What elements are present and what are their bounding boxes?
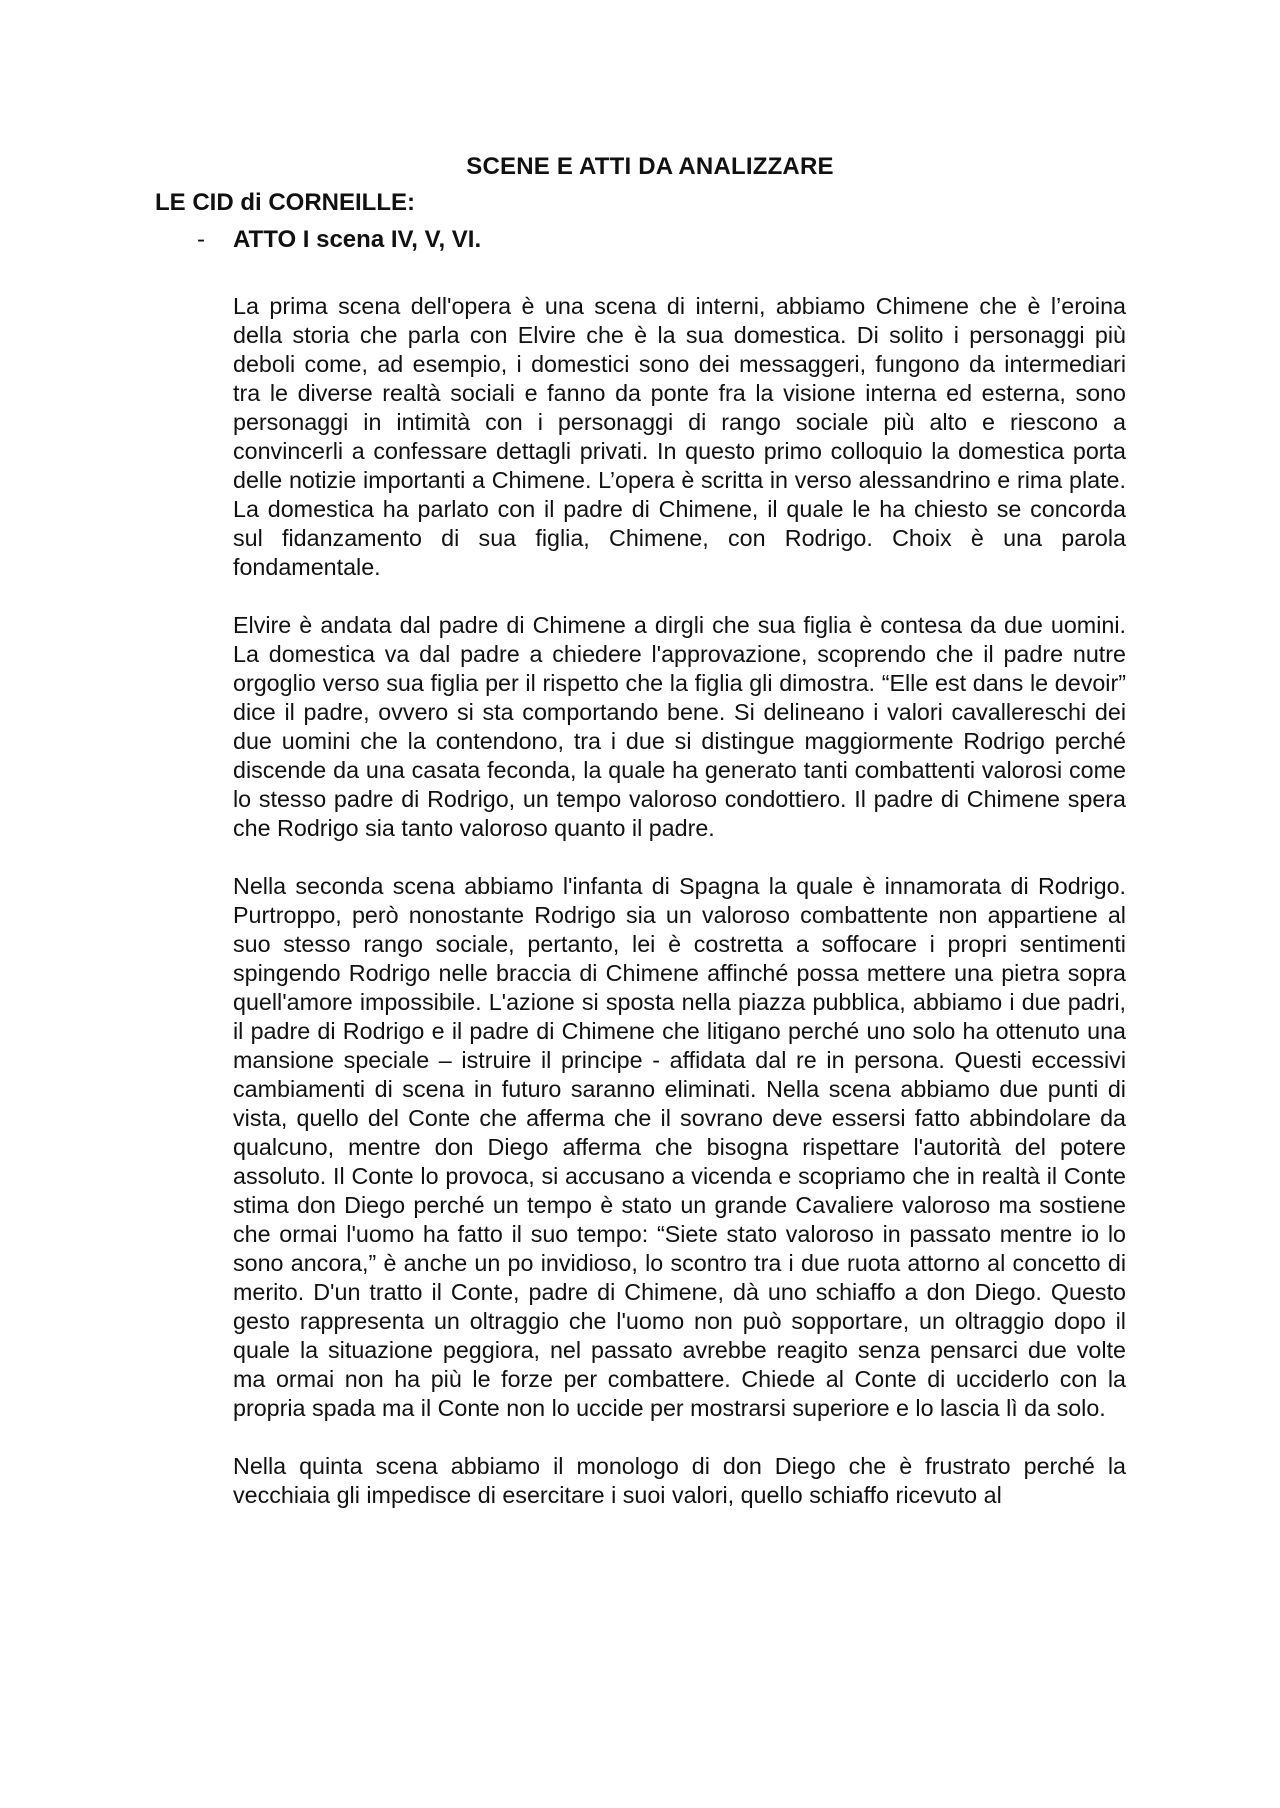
body-text [233, 292, 1126, 1539]
paragraph-3: Nella seconda scena abbiamo l'infanta di Spagna la quale è innamorata di Rodrigo. Purtroppo, però nonostante Rodrigo sia un valoroso combattente non appartiene al suo stesso rango sociale, pertanto, lei è costretta a soffocare i propri sentimenti spingendo Rodrigo nelle braccia di Chimene affinché possa mettere una pietra sopra quell'amore impossibile. L'azione si sposta nella piazza pubblica, abbiamo i due padri, il padre di Rodrigo e il padre di Chimene che litigano perché uno solo ha ottenuto una mansione speciale – istruire il principe - affidata dal re in persona. Questi eccessivi cambiamenti di scena in futuro saranno eliminati. Nella scena abbiamo due punti di vista, quello del Conte che afferma che il sovrano deve essersi fatto abbindolare da qualcuno, mentre don Diego afferma che bisogna rispettare l'autorità del potere assoluto. Il Conte lo provoca, si accusano a vicenda e scopriamo che in realtà il Conte stima don Diego perché un tempo è stato un grande Cavaliere valoroso ma sostiene che ormai l'uomo ha fatto il suo tempo: “Siete stato valoroso in passato mentre io lo sono ancora,” è anche un po invidioso, lo scontro tra i due ruota attorno al concetto di merito. D'un tratto il Conte, padre di Chimene, dà uno schiaffo a don Diego. Questo gesto rappresenta un oltraggio che l'uomo non può sopportare, un oltraggio dopo il quale la situazione peggiora, nel passato avrebbe reagito senza pensarci due volte ma ormai non ha più le forze per combattere. Chiede al Conte di ucciderlo con la propria spada ma il Conte non lo uccide per mostrarsi superiore e lo lascia lì da solo. [233, 873, 1126, 1421]
list-bullet: - [197, 226, 205, 253]
document-subtitle: LE CID di CORNEILLE: [155, 189, 415, 216]
paragraph-2: Elvire è andata dal padre di Chimene a dirgli che sua figlia è contesa da due uomini. La domestica va dal padre a chiedere l'approvazione, scoprendo che il padre nutre orgoglio verso sua figlia per il rispetto che la figlia gli dimostra. “Elle est dans le devoir” dice il padre, ovvero si sta comportando bene. Si delineano i valori cavallereschi dei due uomini che la contendono, tra i due si distingue maggiormente Rodrigo perché discende da una casata feconda, la quale ha generato tanti combattenti valorosi come lo stesso padre di Rodrigo, un tempo valoroso condottiero. Il padre di Chimene spera che Rodrigo sia tanto valoroso quanto il padre. [233, 612, 1126, 841]
act-label: ATTO I scena IV, V, VI. [233, 226, 482, 253]
paragraph-1: La prima scena dell'opera è una scena di interni, abbiamo Chimene che è l’eroina della storia che parla con Elvire che è la sua domestica. Di solito i personaggi più deboli come, ad esempio, i domestici sono dei messaggeri, fungono da intermediari tra le diverse realtà sociali e fanno da ponte fra la visione interna ed esterna, sono personaggi in intimità con i personaggi di rango sociale più alto e riescono a convincerli a confessare dettagli privati. In questo primo colloquio la domestica porta delle notizie importanti a Chimene. L’opera è scritta in verso alessandrino e rima plate. La domestica ha parlato con il padre di Chimene, il quale le ha chiesto se concorda sul fidanzamento di sua figlia, Chimene, con Rodrigo. Choix è una parola fondamentale. [233, 293, 1126, 580]
paragraph-4: Nella quinta scena abbiamo il monologo di don Diego che è frustrato perché la vecchiaia gli impedisce di esercitare i suoi valori, quello schiaffo ricevuto al [233, 1453, 1126, 1508]
page-title: SCENE E ATTI DA ANALIZZARE [466, 153, 834, 180]
act-list-item [197, 225, 481, 255]
